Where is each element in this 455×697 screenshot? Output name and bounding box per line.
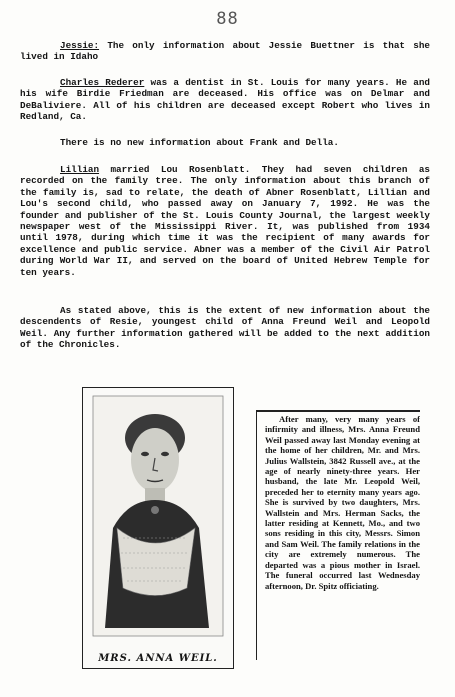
paragraph-text: married Lou Rosenblatt. They had seven children as recorded on the family tree. The only information about this branch of the family is, sad to relate, the death of Abner Rosenblatt, Lillian and Lou's second child, who passed away on January 7, 1992. He was the founder and publisher of the St. Louis County Journal, the largest weekly newspaper west of the Mississippi River. It, was published from 1934 until 1978, during which time it was the recipient of many awards for excellence and public service. Abner was a member of the Civil Air Patrol during World War II, and served on the board of United Hebrew Temple for ten years. bbox=[20, 164, 430, 278]
paragraph-charles bbox=[20, 77, 430, 123]
obituary-clipping bbox=[256, 410, 420, 660]
portrait-image bbox=[83, 388, 233, 668]
paragraph-frank-della: There is no new information about Frank and Della. bbox=[60, 137, 339, 148]
paragraph-text: The only information about Jessie Buettner is that she lived in Idaho bbox=[20, 40, 430, 63]
paragraph-jessie bbox=[20, 40, 430, 63]
paragraph-text: was a dentist in St. Louis for many years. He and his wife Birdie Friedman are deceased. His office was on Delmar and DeBaliviere. All of his children are deceased except Robert who lives in Redland, Ca. bbox=[20, 77, 431, 123]
paragraph-lillian bbox=[20, 164, 430, 278]
portrait-clipping bbox=[82, 387, 234, 669]
page-number: 88 bbox=[216, 9, 239, 29]
obituary-text: After many, very many years of infirmity and illness, Mrs. Anna Freund Weil passed away last Monday evening at the home of her children, Mr. and Mrs. Julius Wallstein, 3842 Russell ave., at the age of nearly ninety-three years. Her husband, the late Mr. Leopold Weil, preceded her to eternity many years ago. She is survived by two daughters, Mrs. Wallstein and Mrs. Herman Sacks, the latter residing at Kennett, Mo., and two sons residing in this city, Messrs. Simon and Sam Weil. The family relations in the city are extremely numerous. The departed was a pious mother in Israel. The funeral occurred last Wednesday afternoon, Dr. Spitz officiating. bbox=[265, 414, 420, 591]
name-lillian: Lillian bbox=[60, 164, 100, 175]
portrait-caption: MRS. ANNA WEIL. bbox=[98, 653, 218, 664]
paragraph-summary: As stated above, this is the extent of new information about the descendents of Resie, youngest child of Anna Freund Weil and Leopold Weil. Any further information gathered will be added to the next addition of the Chronicles. bbox=[20, 305, 430, 351]
name-charles: Charles Rederer bbox=[60, 77, 145, 88]
name-jessie: Jessie: bbox=[60, 40, 100, 51]
